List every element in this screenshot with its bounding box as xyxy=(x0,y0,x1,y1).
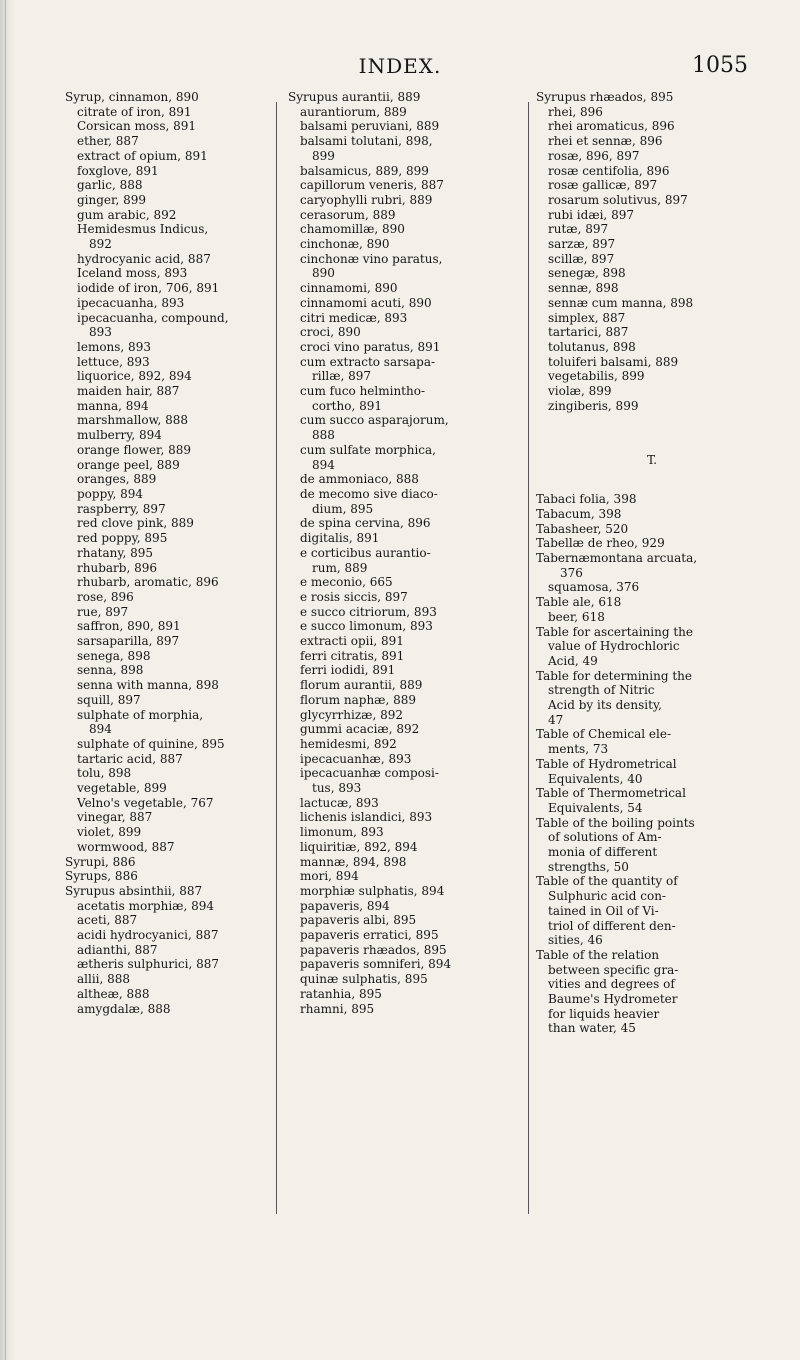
index-subentry: beer, 618 xyxy=(548,609,605,624)
index-subentry: cum extracto sarsapa- xyxy=(300,354,436,369)
binding-edge xyxy=(0,0,16,1360)
index-subentry: de ammoniaco, 888 xyxy=(300,472,419,487)
index-subentry: 888 xyxy=(312,428,335,443)
index-subentry: caryophylli rubri, 889 xyxy=(300,192,433,207)
index-subentry: cinnamomi, 890 xyxy=(300,281,398,296)
index-subentry: papaveris somniferi, 894 xyxy=(300,957,452,972)
index-subentry: acetatis morphiæ, 894 xyxy=(77,898,214,913)
index-subentry: cum fuco helmintho- xyxy=(300,384,426,399)
index-subentry: Equivalents, 54 xyxy=(548,800,643,815)
index-subentry: tartaric acid, 887 xyxy=(77,751,183,766)
index-subentry: senna with manna, 898 xyxy=(77,678,219,693)
index-subentry: aurantiorum, 889 xyxy=(300,104,407,119)
index-subentry: rhubarb, aromatic, 896 xyxy=(77,575,219,590)
index-subentry: e meconio, 665 xyxy=(300,575,393,590)
index-subentry: glycyrrhizæ, 892 xyxy=(300,707,403,722)
index-subentry: mannæ, 894, 898 xyxy=(300,854,407,869)
index-entry: Tabernæmontana arcuata, xyxy=(536,550,698,565)
index-subentry: squamosa, 376 xyxy=(548,580,640,595)
index-subentry: 47 xyxy=(548,712,564,727)
index-subentry: vities and degrees of xyxy=(548,977,675,992)
page-title: INDEX. xyxy=(358,54,442,78)
index-subentry: altheæ, 888 xyxy=(77,986,150,1001)
index-subentry: adianthi, 887 xyxy=(77,942,158,957)
index-entry: Tabellæ de rheo, 929 xyxy=(536,536,665,551)
index-subentry: e corticibus aurantio- xyxy=(300,545,431,560)
index-subentry: rutæ, 897 xyxy=(548,222,609,237)
index-subentry: rose, 896 xyxy=(77,589,134,604)
index-subentry: sennæ cum manna, 898 xyxy=(548,295,694,310)
index-subentry: violæ, 899 xyxy=(548,384,612,399)
index-entry: Tabacum, 398 xyxy=(536,506,622,521)
index-subentry: sulphate of morphia, xyxy=(77,707,204,722)
index-subentry: florum naphæ, 889 xyxy=(300,692,416,707)
index-entry: Table ale, 618 xyxy=(536,595,622,610)
index-entry: Table of Hydrometrical xyxy=(536,756,677,771)
index-subentry: oranges, 889 xyxy=(77,472,157,487)
index-subentry: ratanhia, 895 xyxy=(300,986,382,1001)
index-subentry: e succo citriorum, 893 xyxy=(300,604,437,619)
index-subentry: rosæ, 896, 897 xyxy=(548,148,640,163)
index-subentry: Acid, 49 xyxy=(548,653,598,668)
index-subentry: tus, 893 xyxy=(312,781,362,796)
index-subentry: senegæ, 898 xyxy=(548,266,626,281)
index-subentry: rhamni, 895 xyxy=(300,1001,375,1016)
index-subentry: capillorum veneris, 887 xyxy=(300,178,444,193)
index-subentry: 894 xyxy=(312,457,335,472)
index-subentry: papaveris rhæados, 895 xyxy=(300,942,447,957)
index-subentry: marshmallow, 888 xyxy=(77,413,188,428)
index-entry: Syrups, 886 xyxy=(65,869,138,884)
index-entry: Table of the boiling points xyxy=(536,815,695,830)
index-subentry: than water, 45 xyxy=(548,1021,636,1036)
index-subentry: scillæ, 897 xyxy=(548,251,615,266)
index-subentry: hemidesmi, 892 xyxy=(300,736,397,751)
index-subentry: papaveris albi, 895 xyxy=(300,913,417,928)
index-subentry: maiden hair, 887 xyxy=(77,384,180,399)
index-subentry: toluiferi balsami, 889 xyxy=(548,354,679,369)
index-subentry: amygdalæ, 888 xyxy=(77,1001,171,1016)
index-entry: Table of Chemical ele- xyxy=(536,727,671,742)
index-subentry: florum aurantii, 889 xyxy=(300,678,423,693)
index-subentry: wormwood, 887 xyxy=(77,839,175,854)
column-divider xyxy=(276,102,277,1214)
index-subentry: e rosis siccis, 897 xyxy=(300,589,408,604)
column-divider xyxy=(528,102,529,1214)
index-subentry: chamomillæ, 890 xyxy=(300,222,405,237)
index-subentry: zingiberis, 899 xyxy=(548,398,639,413)
index-subentry: orange flower, 889 xyxy=(77,442,191,457)
index-subentry: vegetable, 899 xyxy=(77,781,167,796)
index-entry: Syrupi, 886 xyxy=(65,854,136,869)
index-subentry: tolutanus, 898 xyxy=(548,339,636,354)
index-subentry: poppy, 894 xyxy=(77,486,143,501)
index-subentry: balsami peruviani, 889 xyxy=(300,119,440,134)
index-subentry: rhubarb, 896 xyxy=(77,560,157,575)
index-subentry: rhei, 896 xyxy=(548,104,603,119)
index-subentry: cinchonæ, 890 xyxy=(300,237,390,252)
index-subentry: ipecacuanha, 893 xyxy=(77,295,185,310)
index-entry: Tabaci folia, 398 xyxy=(536,492,637,507)
index-subentry: 893 xyxy=(89,325,112,340)
index-subentry: manna, 894 xyxy=(77,398,149,413)
index-subentry: lichenis islandici, 893 xyxy=(300,810,433,825)
index-subentry: lactucæ, 893 xyxy=(300,795,379,810)
index-subentry: cum succo asparajorum, xyxy=(300,413,449,428)
index-subentry: quinæ sulphatis, 895 xyxy=(300,972,428,987)
binding-line xyxy=(5,0,6,1360)
index-subentry: squill, 897 xyxy=(77,692,141,707)
index-subentry: Hemidesmus Indicus, xyxy=(77,222,209,237)
index-subentry: sarzæ, 897 xyxy=(548,237,616,252)
index-subentry: sulphate of quinine, 895 xyxy=(77,736,225,751)
index-subentry: cinchonæ vino paratus, xyxy=(300,251,443,266)
index-subentry: liquorice, 892, 894 xyxy=(77,369,192,384)
index-subentry: gum arabic, 892 xyxy=(77,207,177,222)
index-subentry: ginger, 899 xyxy=(77,192,146,207)
index-subentry: Baume's Hydrometer xyxy=(548,992,678,1007)
index-subentry: strength of Nitric xyxy=(548,683,655,698)
index-subentry: allii, 888 xyxy=(77,972,131,987)
index-subentry: vinegar, 887 xyxy=(77,810,153,825)
index-subentry: sennæ, 898 xyxy=(548,281,619,296)
index-subentry: Sulphuric acid con- xyxy=(548,889,666,904)
index-subentry: strengths, 50 xyxy=(548,859,629,874)
index-subentry: senega, 898 xyxy=(77,648,151,663)
index-subentry: aceti, 887 xyxy=(77,913,138,928)
index-subentry: monia of different xyxy=(548,845,658,860)
index-subentry: papaveris erratici, 895 xyxy=(300,928,439,943)
index-subentry: rubi idæi, 897 xyxy=(548,207,634,222)
index-subentry: hydrocyanic acid, 887 xyxy=(77,251,211,266)
index-subentry: lemons, 893 xyxy=(77,339,151,354)
index-subentry: e succo limonum, 893 xyxy=(300,619,433,634)
index-subentry: lettuce, 893 xyxy=(77,354,150,369)
index-column-2 xyxy=(288,90,518,1016)
index-subentry: senna, 898 xyxy=(77,663,144,678)
index-subentry: ætheris sulphurici, 887 xyxy=(77,957,220,972)
index-entry: Syrup, cinnamon, 890 xyxy=(65,90,199,104)
index-subentry: cortho, 891 xyxy=(312,398,382,413)
page-number: 1055 xyxy=(692,53,748,78)
index-subentry: Acid by its density, xyxy=(548,698,662,713)
index-subentry: rhei et sennæ, 896 xyxy=(548,134,663,149)
index-subentry: iodide of iron, 706, 891 xyxy=(77,281,220,296)
index-subentry: rhei aromaticus, 896 xyxy=(548,119,675,134)
index-subentry: ferri citratis, 891 xyxy=(300,648,405,663)
index-subentry: rosæ gallicæ, 897 xyxy=(548,178,658,193)
index-subentry: of solutions of Am- xyxy=(548,830,662,845)
index-subentry: rue, 897 xyxy=(77,604,129,619)
index-subentry: tartarici, 887 xyxy=(548,325,629,340)
index-subentry: rosæ centifolia, 896 xyxy=(548,163,670,178)
index-entry: Table for determining the xyxy=(536,668,692,683)
index-subentry: saffron, 890, 891 xyxy=(77,619,181,634)
index-subentry: rum, 889 xyxy=(312,560,368,575)
index-subentry: extract of opium, 891 xyxy=(77,148,208,163)
index-entry: Syrupus absinthii, 887 xyxy=(65,883,203,898)
index-subentry: limonum, 893 xyxy=(300,825,384,840)
index-subentry: acidi hydrocyanici, 887 xyxy=(77,928,219,943)
index-subentry: Corsican moss, 891 xyxy=(77,119,197,134)
section-letter: T. xyxy=(646,453,658,468)
index-subentry: balsami tolutani, 898, xyxy=(300,134,433,149)
index-subentry: 376 xyxy=(560,565,583,580)
index-subentry: digitalis, 891 xyxy=(300,531,380,546)
index-subentry: triol of different den- xyxy=(548,918,676,933)
index-entry: Table of the relation xyxy=(536,947,660,962)
index-subentry: raspberry, 897 xyxy=(77,501,166,516)
index-subentry: 894 xyxy=(89,722,112,737)
index-subentry: garlic, 888 xyxy=(77,178,143,193)
index-subentry: dium, 895 xyxy=(312,501,374,516)
index-subentry: red clove pink, 889 xyxy=(77,516,194,531)
index-subentry: sarsaparilla, 897 xyxy=(77,634,180,649)
index-subentry: extracti opii, 891 xyxy=(300,634,404,649)
index-subentry: cinnamomi acuti, 890 xyxy=(300,295,432,310)
index-entry: Table of the quantity of xyxy=(536,874,678,889)
index-subentry: Equivalents, 40 xyxy=(548,771,643,786)
index-column-3 xyxy=(536,90,768,1036)
index-subentry: between specific gra- xyxy=(548,962,679,977)
index-subentry: gummi acaciæ, 892 xyxy=(300,722,420,737)
index-entry: Tabasheer, 520 xyxy=(536,521,629,536)
index-subentry: ipecacuanhæ, 893 xyxy=(300,751,412,766)
index-subentry: mulberry, 894 xyxy=(77,428,162,443)
index-subentry: violet, 899 xyxy=(77,825,142,840)
index-subentry: balsamicus, 889, 899 xyxy=(300,163,429,178)
index-subentry: morphiæ sulphatis, 894 xyxy=(300,883,445,898)
index-subentry: papaveris, 894 xyxy=(300,898,390,913)
index-subentry: de mecomo sive diaco- xyxy=(300,486,438,501)
index-subentry: rosarum solutivus, 897 xyxy=(548,192,688,207)
index-entry: Syrupus rhæados, 895 xyxy=(536,90,674,104)
index-entry: Syrupus aurantii, 889 xyxy=(288,90,421,104)
index-entry: Table for ascertaining the xyxy=(536,624,694,639)
index-subentry: orange peel, 889 xyxy=(77,457,180,472)
index-subentry: ments, 73 xyxy=(548,742,609,757)
index-subentry: simplex, 887 xyxy=(548,310,626,325)
index-subentry: ferri iodidi, 891 xyxy=(300,663,396,678)
index-subentry: Velno's vegetable, 767 xyxy=(77,795,214,810)
index-subentry: foxglove, 891 xyxy=(77,163,159,178)
index-subentry: rillæ, 897 xyxy=(312,369,372,384)
index-subentry: croci vino paratus, 891 xyxy=(300,339,441,354)
index-subentry: rhatany, 895 xyxy=(77,545,154,560)
index-subentry: croci, 890 xyxy=(300,325,361,340)
index-subentry: liquiritiæ, 892, 894 xyxy=(300,839,418,854)
index-subentry: cerasorum, 889 xyxy=(300,207,396,222)
index-subentry: citri medicæ, 893 xyxy=(300,310,408,325)
index-subentry: ipecacuanha, compound, xyxy=(77,310,229,325)
index-subentry: mori, 894 xyxy=(300,869,359,884)
index-subentry: de spina cervina, 896 xyxy=(300,516,431,531)
index-subentry: 899 xyxy=(312,148,335,163)
index-subentry: value of Hydrochloric xyxy=(548,639,680,654)
index-subentry: 890 xyxy=(312,266,335,281)
index-column-1 xyxy=(65,90,265,1016)
index-subentry: ipecacuanhæ composi- xyxy=(300,766,439,781)
index-subentry: sities, 46 xyxy=(548,933,603,948)
index-entry: Table of Thermometrical xyxy=(536,786,686,801)
index-subentry: tained in Oil of Vi- xyxy=(548,903,659,918)
index-subentry: vegetabilis, 899 xyxy=(548,369,645,384)
index-subentry: for liquids heavier xyxy=(548,1006,660,1021)
index-subentry: cum sulfate morphica, xyxy=(300,442,436,457)
index-subentry: ether, 887 xyxy=(77,134,139,149)
index-subentry: red poppy, 895 xyxy=(77,531,168,546)
index-subentry: citrate of iron, 891 xyxy=(77,104,192,119)
index-subentry: tolu, 898 xyxy=(77,766,132,781)
index-subentry: 892 xyxy=(89,237,112,252)
index-subentry: Iceland moss, 893 xyxy=(77,266,188,281)
